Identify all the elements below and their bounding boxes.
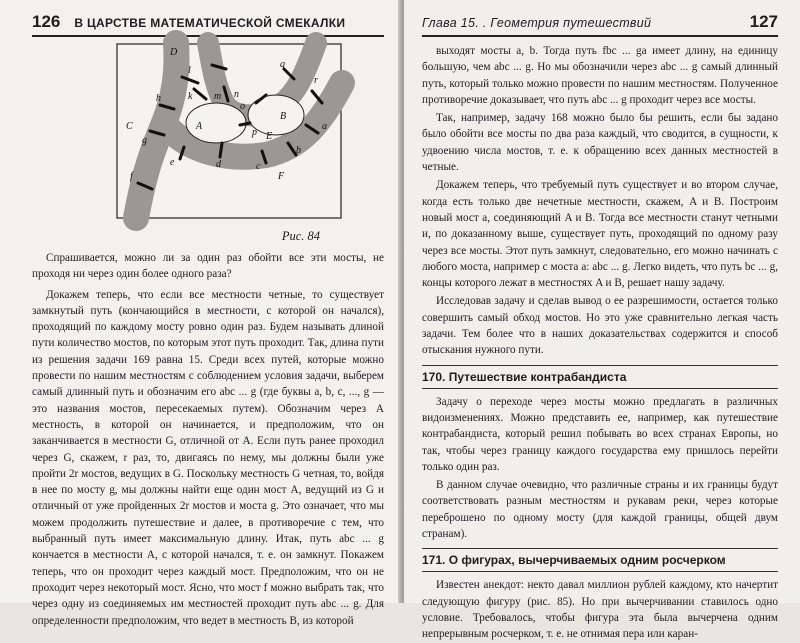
bridge-label-m: m: [214, 91, 222, 102]
bridge-label-a: a: [322, 121, 327, 132]
left-page: [0, 0, 402, 627]
right-paragraph-3: Докажем теперь, что требуемый путь существует и во втором случае, когда есть только две нечетные местности, скажем, A и B. Построим новый мост a, соединяющий A и B. Тогда все местности станут четными и, по доказанному выше, существует путь, проходящий по одному разу через все мосты. Этот путь замкнут, следовательно, его можно начинать с любого моста, например с моста a: abc ... g. Легко видеть, что путь bc ... g, концы которого лежат в местностях A и B, решает нашу задачу.: [422, 179, 778, 290]
island-A: [186, 103, 246, 143]
left-paragraph-2: Докажем теперь, что если все местности четные, то существует замкнутый путь (кончающийся в местности, с которой он начался), проходящий по каждому мосту ровно один раз. Будем называть длиной пути количество мостов, по которым этот путь проходит. Так, длина пути из решения задачи 169 равна 15. Среди всех путей, которые можно провести по нашим местностям с соблюдением условия задачи, выберем самый длинный путь и обозначим его abc ... g (где буквы a, b, c, ..., g — это названия мостов, пересекаемых путем). Обозначим через A местность, в которой он начинается, и предположим, что он заканчивается в местности G, отличной от A. Если путь ранее проходил через G, скажем, r раз, то, двигаясь по нему, мы должны были уже пройти 2r мостов, ведущих в G. Поскольку местность G четная, то, войдя в нее по мосту g, мы должны найти еще один мост A, ведущий из G и отличный от уже пройденных 2r мостов и моста g. Это означает, что мы можем продолжить путешествие и далее, в противоречие с тем, что выбранный путь имеет максимальную длину. Итак, путь abc ... g кончается в местности A, с которой начался, т. е. он замкнут. Покажем теперь, что он проходит через каждый мост. Предположим, что он не проходит через некоторый мост. Ясно, что мост f можно выбрать так, что через одну из соединяемых им местностей проходит путь abc ... g. Для определенности предположим, что ведет в местность B, из которой: [32, 288, 384, 627]
section-171-paragraph-1: Известен анекдот: некто давал миллион рублей каждому, кто начертит следующую фигуру (рис. 85). Но при вычерчивании ставилось одно условие. Требовалось, чтобы фигура эта была вычерчена одним непрерывным росчерком, т. е. не отнимая пера или каран-: [422, 579, 778, 641]
bridges-diagram: [116, 43, 342, 219]
region-label-a: A: [196, 121, 203, 132]
right-running-head: Глава 15. . Геометрия путешествий: [422, 16, 652, 30]
region-label-d: D: [170, 47, 178, 58]
bridge-label-h: h: [156, 93, 161, 104]
bridge-label-n: n: [234, 89, 239, 100]
bridge-label-l: l: [188, 65, 191, 76]
section-170-paragraph-1: Задачу о переходе через мосты можно предлагать в различных видоизменениях. Можно представить ее, например, как путешествие контрабандиста, который решил побывать во всех странах Европы, но так, чтобы через границу каждого государства ему пришлось перейти только один раз.: [422, 395, 778, 473]
bridge-label-r: r: [314, 75, 318, 86]
bridge-label-p: p: [252, 127, 257, 138]
section-170-heading: 170. Путешествие контрабандиста: [422, 365, 778, 389]
bridge-label-g: g: [142, 135, 147, 146]
right-page-header: [422, 12, 778, 37]
right-paragraph-2: Так, например, задачу 168 можно было бы решить, если бы задано было обойти все мосты по два раза каждый, что сводится, в сущности, к удвоению числа мостов, т. е. к обращению всех данных местностей в четные.: [422, 112, 778, 174]
right-page-number: 127: [749, 12, 778, 31]
section-170-paragraph-2: В данном случае очевидно, что различные страны и их границы будут соответствовать разным местностям и рукавам реки, через которые переброшено по одному мосту (для каждой границы, общей двум странам).: [422, 479, 778, 541]
bridge-label-q: q: [280, 59, 285, 70]
bridges-figure: [116, 43, 342, 219]
right-paragraph-1: выходят мосты a, b. Тогда путь fbc ... ga имеет длину, на единицу большую, чем abc ... g. Но мы обозначили через abc ... g самый длинный путь, который только можно провести по нашим местностям. Полученное противоречие доказывает, что путь abc ... g проходит через все мосты.: [422, 45, 778, 106]
bridge-label-d: d: [216, 159, 221, 170]
region-label-e: E: [266, 131, 273, 142]
section-171-heading: 171. О фигурах, вычерчиваемых одним росчерком: [422, 548, 778, 572]
bridge-label-f: f: [130, 171, 133, 182]
left-running-head: В ЦАРСТВЕ МАТЕМАТИЧЕСКОЙ СМЕКАЛКИ: [74, 16, 346, 30]
region-label-c: C: [126, 121, 133, 132]
left-page-number: 126: [32, 12, 61, 31]
bridge-label-k: k: [188, 91, 193, 102]
bridge-label-o: o: [240, 101, 245, 112]
right-paragraph-4: Исследовав задачу и сделав вывод о ее разрешимости, остается только совершить самый обход мостов. Но это уже сравнительно легкая часть задачи. Тем более что в наших доказательствах содержится и способ отыскания нужного пути.: [422, 295, 778, 357]
region-label-f: F: [278, 171, 285, 182]
bridge-label-e: e: [170, 157, 175, 168]
bridge-label-c: c: [256, 161, 261, 172]
figure-caption: Рис. 84: [281, 229, 320, 243]
left-paragraph-1: Спрашивается, можно ли за один раз обойти все эти мосты, не проходя ни через один более одного раза?: [32, 252, 384, 281]
right-page: [404, 0, 800, 641]
bridge-label-b: b: [296, 145, 301, 156]
region-label-b: B: [280, 111, 287, 122]
